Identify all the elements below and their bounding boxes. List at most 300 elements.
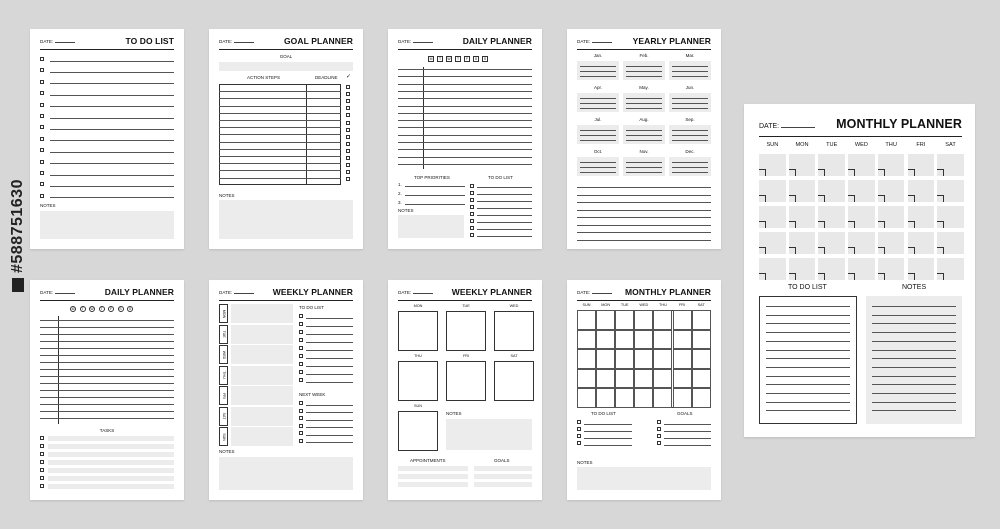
title-rule	[398, 300, 532, 301]
title-rule	[219, 300, 353, 301]
checkbox	[40, 68, 44, 72]
deadline-checkbox	[346, 135, 350, 139]
checkbox	[299, 439, 303, 443]
calendar-cell	[577, 388, 596, 408]
action-steps-label: ACTION STEPS	[247, 75, 281, 80]
schedule-line	[40, 376, 174, 377]
month-line	[580, 162, 616, 163]
schedule-line	[398, 135, 532, 136]
calendar-cell	[937, 154, 964, 176]
page-title: DAILY PLANNER	[462, 36, 532, 46]
schedule-line	[40, 383, 174, 384]
todo-line	[477, 236, 532, 237]
checkbox	[299, 370, 303, 374]
schedule-line	[40, 418, 174, 419]
notes-area	[219, 457, 353, 490]
day-label: SAT	[510, 354, 518, 358]
calendar-cell	[759, 154, 786, 176]
date-field	[40, 39, 75, 44]
weekday-square: M	[429, 57, 433, 61]
checkbox	[299, 354, 303, 358]
table-line	[219, 149, 341, 150]
calendar-cell	[653, 330, 672, 350]
month-line	[672, 167, 708, 168]
day-tab	[219, 325, 228, 344]
date-label: DATE:	[219, 290, 233, 295]
day-box	[398, 361, 438, 401]
calendar-cell	[789, 258, 816, 280]
todo-line	[477, 187, 532, 188]
page-title: WEEKLY PLANNER	[451, 287, 532, 297]
note-line	[577, 225, 711, 226]
calendar-cell	[577, 369, 596, 389]
time-column-divider	[423, 67, 424, 169]
checkbox	[40, 476, 44, 480]
weekday-circle: F	[109, 307, 113, 311]
month-label: Sep.	[685, 117, 695, 122]
title-rule	[577, 300, 711, 301]
notes-label: NOTES	[902, 284, 927, 291]
schedule-line	[40, 320, 174, 321]
weekday-square: S	[474, 57, 478, 61]
goal-label: GOAL	[279, 54, 293, 59]
month-line	[580, 76, 616, 77]
todo-line	[306, 326, 353, 327]
month-line	[626, 172, 662, 173]
todo-line	[766, 332, 850, 333]
date-field	[219, 290, 254, 295]
checkbox	[657, 420, 661, 424]
month-line	[626, 76, 662, 77]
weekday-header: THU	[885, 142, 897, 148]
calendar-cell	[653, 369, 672, 389]
day-box	[494, 361, 534, 401]
notes-area	[446, 419, 532, 450]
calendar-cell	[673, 330, 692, 350]
calendar-cell	[789, 154, 816, 176]
calendar-cell	[908, 206, 935, 228]
checkbox	[40, 137, 44, 141]
day-tab-label: THU	[221, 371, 226, 379]
table-line	[219, 170, 341, 171]
month-line	[626, 98, 662, 99]
day-tab	[219, 304, 228, 323]
notes-line	[872, 332, 956, 333]
calendar-cell	[789, 232, 816, 254]
todo-line	[766, 323, 850, 324]
goal-row	[474, 474, 532, 479]
calendar-cell	[908, 258, 935, 280]
schedule-line	[398, 98, 532, 99]
calendar-cell	[577, 310, 596, 330]
deadline-label: DEADLINE	[315, 75, 338, 80]
table-line	[219, 106, 341, 107]
calendar-cell	[759, 232, 786, 254]
calendar-cell	[937, 258, 964, 280]
schedule-line	[398, 69, 532, 70]
weekday-circle: W	[90, 307, 94, 311]
calendar-cell	[848, 258, 875, 280]
calendar-cell	[789, 180, 816, 202]
month-line	[626, 140, 662, 141]
date-label: DATE:	[40, 290, 54, 295]
task-line	[48, 476, 174, 481]
calendar-cell	[634, 330, 653, 350]
notes-line	[872, 402, 956, 403]
write-line	[50, 163, 174, 164]
calendar-cell	[615, 369, 634, 389]
day-box	[398, 311, 438, 351]
note-line	[577, 232, 711, 233]
checkbox	[470, 198, 474, 202]
goal-planner-sheet	[209, 29, 363, 249]
calendar-cell	[673, 349, 692, 369]
goal-row	[474, 482, 532, 487]
write-line	[50, 186, 174, 187]
todo-line	[766, 315, 850, 316]
todo-list-sheet	[30, 29, 184, 249]
calendar-cell	[937, 180, 964, 202]
month-line	[626, 108, 662, 109]
weekday-header: TUE	[620, 303, 629, 307]
month-line	[580, 130, 616, 131]
todo-line	[584, 431, 632, 432]
checkbox	[299, 362, 303, 366]
monthly-planner-small-sheet	[567, 280, 721, 500]
month-line	[672, 162, 708, 163]
calendar-cell	[692, 310, 711, 330]
title-rule	[577, 49, 711, 50]
month-line	[580, 103, 616, 104]
table-line	[219, 134, 341, 135]
schedule-line	[398, 84, 532, 85]
checkbox	[470, 184, 474, 188]
task-line	[48, 436, 174, 441]
yearly-planner-sheet	[567, 29, 721, 249]
weekday-circle: S	[128, 307, 132, 311]
appointment-row	[398, 466, 468, 471]
write-line	[50, 106, 174, 107]
page-title: YEARLY PLANNER	[632, 36, 711, 46]
day-box	[446, 311, 486, 351]
weekday-square: T	[456, 57, 460, 61]
weekday-header: TUE	[826, 142, 838, 148]
goals-label: GOALS	[677, 411, 693, 416]
checkbox	[470, 233, 474, 237]
todo-line	[766, 376, 850, 377]
schedule-line	[398, 142, 532, 143]
date-label: DATE:	[759, 123, 780, 130]
schedule-line	[398, 157, 532, 158]
day-label: THU	[414, 354, 422, 358]
next-week-label: NEXT WEEK	[299, 392, 326, 397]
notes-area	[40, 211, 174, 239]
weekday-header: THU	[659, 303, 667, 307]
weekday-header: SAT	[945, 142, 956, 148]
day-area	[231, 366, 293, 385]
day-box	[446, 361, 486, 401]
day-area	[231, 345, 293, 364]
month-line	[580, 167, 616, 168]
day-tab	[219, 386, 228, 405]
calendar-cell	[673, 310, 692, 330]
todo-line	[477, 208, 532, 209]
month-line	[672, 103, 708, 104]
day-area	[231, 304, 293, 323]
day-label: SUN	[413, 404, 423, 408]
day-label: FRI	[462, 354, 470, 358]
todo-line	[477, 222, 532, 223]
schedule-line	[40, 355, 174, 356]
month-line	[626, 130, 662, 131]
day-area	[231, 427, 293, 446]
calendar-cell	[759, 180, 786, 202]
schedule-line	[398, 106, 532, 107]
deadline-checkbox	[346, 128, 350, 132]
calendar-cell	[848, 232, 875, 254]
checkbox	[657, 434, 661, 438]
month-line	[580, 172, 616, 173]
calendar-cell	[818, 154, 845, 176]
calendar-cell	[878, 232, 905, 254]
notes-label: NOTES	[398, 208, 414, 213]
todo-line	[584, 438, 632, 439]
notes-line	[872, 358, 956, 359]
calendar-cell	[596, 330, 615, 350]
schedule-line	[40, 390, 174, 391]
day-area	[231, 386, 293, 405]
top-priorities-label: TOP PRIORITIES	[414, 175, 450, 180]
weekday-circle: S	[119, 307, 122, 311]
month-line	[626, 135, 662, 136]
checkbox	[40, 468, 44, 472]
page-title: DAILY PLANNER	[104, 287, 174, 297]
checkbox	[299, 378, 303, 382]
calendar-cell	[848, 206, 875, 228]
month-label: Dec.	[685, 149, 695, 154]
schedule-line	[40, 362, 174, 363]
calendar-cell	[818, 206, 845, 228]
checkbox	[577, 434, 581, 438]
day-tab-label: WED	[221, 350, 226, 359]
notes-line	[872, 350, 956, 351]
todo-line	[306, 427, 353, 428]
date-label: DATE:	[40, 39, 54, 44]
goal-row	[474, 466, 532, 471]
priority-line	[405, 204, 465, 205]
todo-line	[477, 215, 532, 216]
todo-line	[477, 229, 532, 230]
todo-line	[766, 367, 850, 368]
month-label: Nov.	[639, 149, 649, 154]
date-field	[219, 39, 254, 44]
to-do-list-label: TO DO LIST	[488, 175, 513, 180]
todo-line	[306, 374, 353, 375]
calendar-cell	[577, 330, 596, 350]
todo-line	[306, 358, 353, 359]
day-tab-label: SUN	[221, 432, 226, 441]
weekday-circle: T	[100, 307, 103, 311]
checkbox	[40, 160, 44, 164]
weekday-square: F	[465, 57, 469, 61]
write-line	[50, 140, 174, 141]
todo-line	[306, 405, 353, 406]
calendar-cell	[692, 330, 711, 350]
goal-line	[664, 431, 711, 432]
month-label: Oct.	[593, 149, 603, 154]
todo-line	[766, 384, 850, 385]
month-label: Feb.	[639, 53, 649, 58]
title-rule	[40, 300, 174, 301]
month-line	[672, 76, 708, 77]
table-line	[219, 178, 341, 179]
weekday-square: W	[447, 57, 451, 61]
month-line	[626, 71, 662, 72]
calendar-cell	[759, 258, 786, 280]
page-title: WEEKLY PLANNER	[272, 287, 353, 297]
month-label: May.	[639, 85, 649, 90]
month-line	[672, 140, 708, 141]
checkbox	[470, 226, 474, 230]
todo-line	[306, 350, 353, 351]
date-field	[577, 39, 612, 44]
day-label: MON	[413, 304, 423, 308]
checkbox	[40, 171, 44, 175]
month-label: Apr.	[593, 85, 602, 90]
calendar-cell	[818, 180, 845, 202]
checkbox	[299, 338, 303, 342]
weekday-header: WED	[639, 303, 649, 307]
checkbox	[299, 424, 303, 428]
write-line	[50, 83, 174, 84]
calendar-cell	[673, 369, 692, 389]
to-do-list-label: TO DO LIST	[591, 411, 616, 416]
checkbox	[657, 427, 661, 431]
calendar-cell	[596, 349, 615, 369]
todo-line	[306, 318, 353, 319]
notes-line	[872, 384, 956, 385]
checkbox	[40, 114, 44, 118]
checkbox	[470, 191, 474, 195]
goals-label: GOALS	[494, 458, 510, 463]
schedule-line	[40, 404, 174, 405]
notes-area	[398, 215, 464, 238]
checkbox	[657, 441, 661, 445]
todo-line	[306, 420, 353, 421]
checkbox	[40, 182, 44, 186]
month-line	[672, 108, 708, 109]
weekday-header: MON	[795, 142, 809, 148]
todo-line	[584, 445, 632, 446]
to-do-list-label: TO DO LIST	[299, 305, 324, 310]
calendar-cell	[848, 154, 875, 176]
month-label: Aug.	[639, 117, 649, 122]
calendar-cell	[653, 310, 672, 330]
page-title: MONTHLY PLANNER	[836, 117, 962, 131]
date-label: DATE:	[219, 39, 233, 44]
goal-line	[664, 445, 711, 446]
day-tab-label: SAT	[221, 412, 226, 420]
time-column-divider	[58, 316, 59, 424]
date-label: DATE:	[398, 290, 412, 295]
write-line	[50, 129, 174, 130]
checkbox	[40, 452, 44, 456]
calendar-cell	[789, 206, 816, 228]
table-line	[219, 163, 341, 164]
todo-line	[766, 358, 850, 359]
priority-number: 2.	[398, 191, 402, 196]
weekday-header: FRI	[916, 142, 926, 148]
weekday-header: SUN	[582, 303, 591, 307]
table-line	[219, 113, 341, 114]
todo-line	[306, 412, 353, 413]
calendar-cell	[908, 180, 935, 202]
calendar-cell	[615, 310, 634, 330]
appointments-label: APPOINTMENTS	[410, 458, 446, 463]
todo-line	[306, 435, 353, 436]
calendar-cell	[818, 258, 845, 280]
calendar-cell	[908, 232, 935, 254]
appointment-row	[398, 482, 468, 487]
weekday-header: MON	[601, 303, 611, 307]
todo-line	[306, 382, 353, 383]
calendar-cell	[615, 330, 634, 350]
checkbox	[577, 427, 581, 431]
note-line	[577, 195, 711, 196]
schedule-line	[40, 411, 174, 412]
todo-line	[584, 424, 632, 425]
day-tab	[219, 407, 228, 426]
date-label: DATE:	[577, 39, 591, 44]
date-field	[759, 123, 815, 130]
calendar-cell	[634, 388, 653, 408]
checkbox	[40, 125, 44, 129]
stock-watermark: #588751630	[9, 179, 27, 292]
month-line	[672, 135, 708, 136]
to-do-list-label: TO DO LIST	[788, 284, 827, 291]
priority-number: 1.	[398, 182, 402, 187]
table-line	[219, 98, 341, 99]
month-line	[580, 135, 616, 136]
day-area	[231, 325, 293, 344]
page-title: GOAL PLANNER	[283, 36, 353, 46]
write-line	[50, 95, 174, 96]
notes-line	[872, 410, 956, 411]
todo-line	[766, 410, 850, 411]
todo-line	[766, 341, 850, 342]
title-rule	[398, 49, 532, 50]
calendar-cell	[692, 369, 711, 389]
checkbox	[40, 436, 44, 440]
notes-area	[577, 467, 711, 490]
day-tab	[219, 427, 228, 446]
notes-line	[872, 323, 956, 324]
month-label: Jan.	[593, 53, 603, 58]
month-line	[580, 108, 616, 109]
task-line	[48, 468, 174, 473]
day-tab	[219, 366, 228, 385]
day-box	[398, 411, 438, 451]
todo-line	[766, 306, 850, 307]
schedule-line	[398, 113, 532, 114]
deadline-checkbox	[346, 149, 350, 153]
todo-line	[306, 334, 353, 335]
month-line	[580, 66, 616, 67]
calendar-cell	[596, 369, 615, 389]
calendar-cell	[634, 369, 653, 389]
notes-label: NOTES	[577, 460, 593, 465]
calendar-cell	[634, 349, 653, 369]
